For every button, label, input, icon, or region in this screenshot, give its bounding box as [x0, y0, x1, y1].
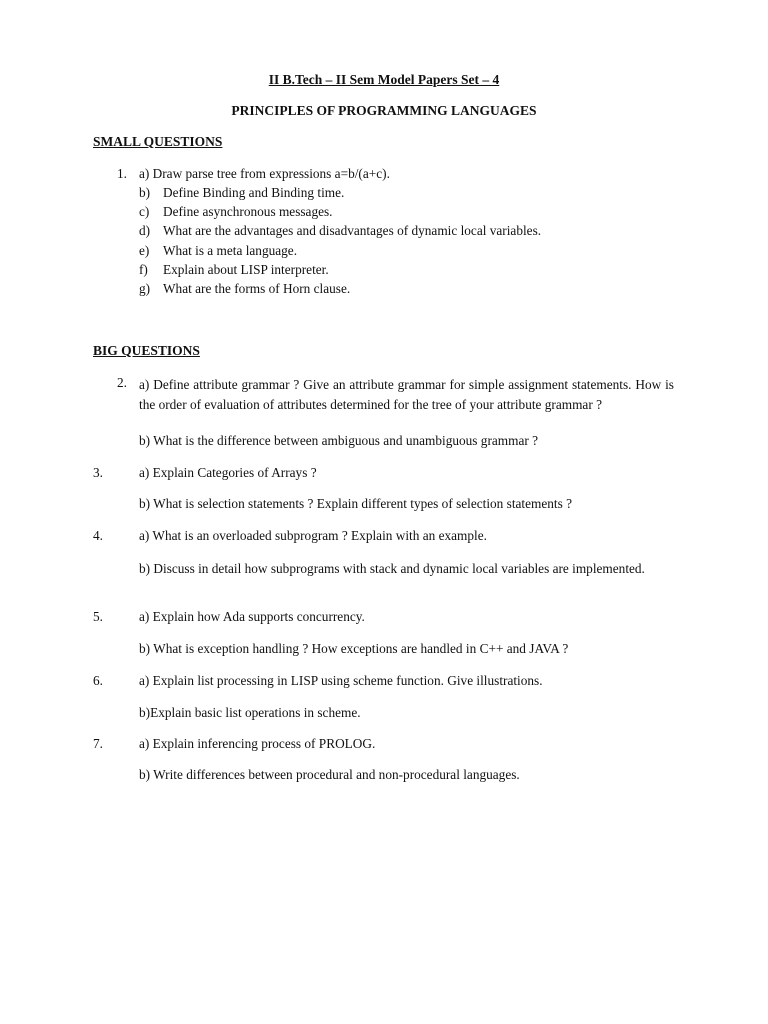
- question-7a: a) Explain inferencing process of PROLOG.: [139, 736, 376, 751]
- question-2a: a) Define attribute grammar ? Give an attribute grammar for simple assignment statements. How is the order of evaluation of attributes determined for the tree of your attribute grammar ?: [139, 377, 674, 412]
- small-question-b: Define Binding and Binding time.: [163, 185, 345, 200]
- question-7b: b) Write differences between procedural and non-procedural languages.: [139, 767, 520, 782]
- question-number: 6.: [93, 673, 103, 688]
- small-question-a: a) Draw parse tree from expressions a=b/(a+c).: [139, 166, 390, 181]
- question-6a: a) Explain list processing in LISP using scheme function. Give illustrations.: [139, 673, 543, 688]
- question-6b: b)Explain basic list operations in scheme.: [139, 705, 361, 720]
- question-5a: a) Explain how Ada supports concurrency.: [139, 609, 365, 624]
- question-number: 7.: [93, 736, 103, 751]
- question-number: 5.: [93, 609, 103, 624]
- question-number: 2.: [117, 375, 127, 390]
- small-question-marker: f): [139, 262, 148, 277]
- question-3b: b) What is selection statements ? Explain different types of selection statements ?: [139, 496, 573, 511]
- small-question-d: What are the advantages and disadvantages of dynamic local variables.: [163, 223, 542, 238]
- small-question-c: Define asynchronous messages.: [163, 204, 333, 219]
- question-number: 4.: [93, 528, 103, 543]
- small-question-marker: b): [139, 185, 151, 200]
- small-question-f: Explain about LISP interpreter.: [163, 262, 329, 277]
- question-5b: b) What is exception handling ? How exceptions are handled in C++ and JAVA ?: [139, 641, 569, 656]
- small-question-marker: d): [139, 223, 151, 238]
- question-3a: a) Explain Categories of Arrays ?: [139, 465, 317, 480]
- small-question-e: What is a meta language.: [163, 243, 298, 258]
- small-question-marker: g): [139, 281, 151, 296]
- question-2b: b) What is the difference between ambiguous and unambiguous grammar ?: [139, 433, 539, 448]
- question-4a: a) What is an overloaded subprogram ? Explain with an example.: [139, 528, 487, 543]
- small-questions-heading: SMALL QUESTIONS: [93, 134, 223, 149]
- subject-title: PRINCIPLES OF PROGRAMMING LANGUAGES: [231, 103, 537, 118]
- question-4b: b) Discuss in detail how subprograms with stack and dynamic local variables are implemented.: [139, 561, 645, 576]
- small-question-marker: c): [139, 204, 150, 219]
- big-questions-heading: BIG QUESTIONS: [93, 343, 200, 358]
- small-question-marker: e): [139, 243, 150, 258]
- question-number: 1.: [117, 166, 127, 181]
- small-question-g: What are the forms of Horn clause.: [163, 281, 351, 296]
- document-title: II B.Tech – II Sem Model Papers Set – 4: [268, 72, 500, 87]
- question-number: 3.: [93, 465, 103, 480]
